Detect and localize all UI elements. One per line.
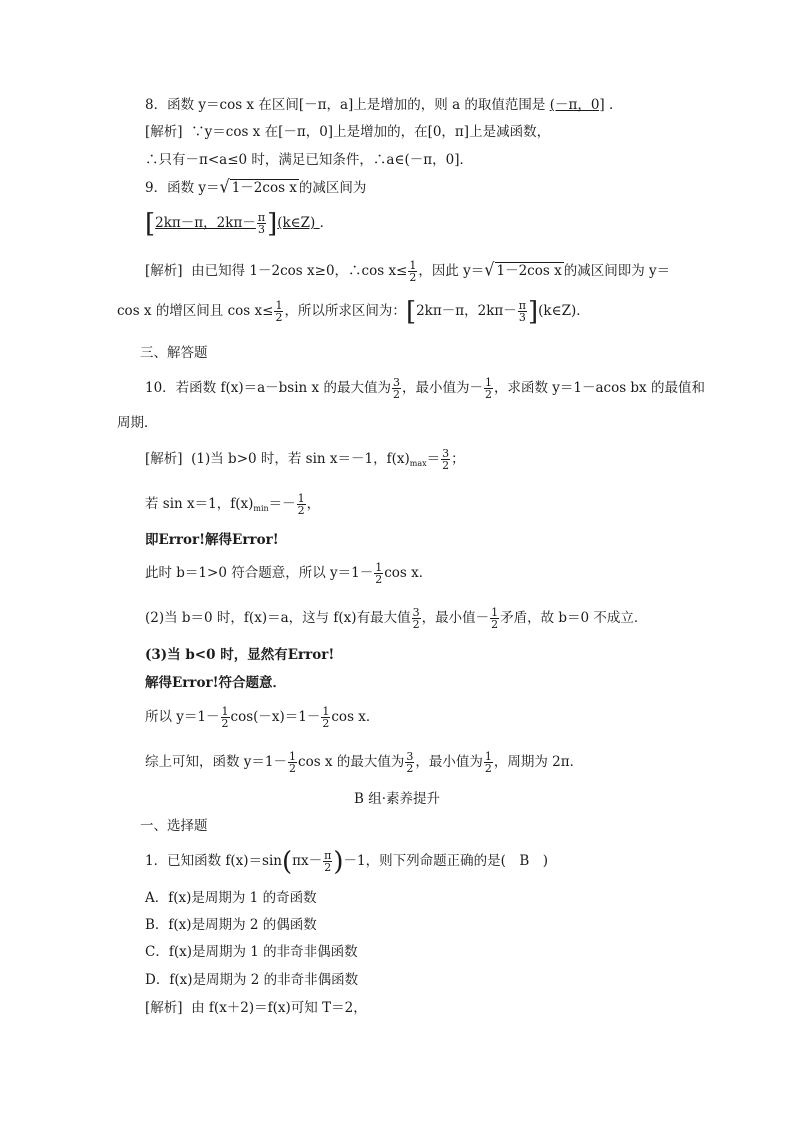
b1-stem: 1．已知函数 f(x)＝sin(πx－ $\frac{\pi}{2}$ )－1，则下列命题正确的是( B ) (145, 846, 549, 877)
q8-answer: (－π，0] (549, 97, 605, 113)
q9-analysis-1: [解析] 由已知得 1－2cos x≥0，∴cos x≤ $\frac{1}{2}$ ，因此 y＝√ 1－2cos x 的减区间即为 y＝ (145, 259, 671, 284)
q10-analysis-5: (2)当 b＝0 时，f(x)＝a，这与 f(x)有最大值 $\frac{3}{2}$ ，最小值－ $\frac{1}{2}$ 矛盾，故 b＝0 不成立． (145, 606, 648, 631)
q8-stem: 8．函数 y＝cos x 在区间[－π，a]上是增加的，则 a 的取值范围是 (－π，0] ． (145, 97, 623, 113)
group-b-title: B 组·素养提升 (353, 791, 440, 807)
q9-answer: [2kπ－π，2kπ－ $\frac{\pi}{3}$ ](k∈Z) ． (145, 208, 334, 239)
q9-stem: 9．函数 y＝√ 1－2cos x 的减区间为 (145, 176, 367, 197)
q10-analysis-3: 即Error!解得Error! (145, 532, 279, 548)
q10-stem-2: 周期． (117, 415, 158, 431)
b1-option-a: A．f(x)是周期为 1 的奇函数 (145, 890, 317, 906)
q10-analysis-8: 所以 y＝1－ $\frac{1}{2}$ cos(－x)＝1－ $\frac{1}{2}$ cos x． (145, 705, 380, 730)
q10-analysis-2: 若 sin x＝1，$f(x)_{min}=-$ $\frac{1}{2}$ ， (145, 492, 321, 517)
q10-stem: 10．若函数 f(x)＝a－bsin x 的最大值为 $\frac{3}{2}$ ，最小值为－ $\frac{1}{2}$ ，求函数 y＝1－acos bx 的最值和 (145, 376, 705, 401)
q9-analysis-2: cos x 的增区间且 cos x≤ $\frac{1}{2}$ ，所以所求区间为：[2kπ－π，2kπ－ $\frac{\pi}{3}$ ](k∈Z)． (117, 296, 590, 327)
q10-analysis-7: 解得Error!符合题意． (145, 675, 287, 691)
q10-analysis-6: (3)当 b<0 时，显然有Error! (145, 647, 335, 663)
q8-analysis-1: [解析] ∵y＝cos x 在[－π，0]上是增加的，在[0，π]上是减函数， (145, 124, 551, 140)
q8-analysis-2: ∴只有－π<a≤0 时，满足已知条件，∴a∈(－π，0]． (145, 152, 473, 168)
b1-option-d: D．f(x)是周期为 2 的非奇非偶函数 (145, 972, 359, 988)
b1-option-b: B．f(x)是周期为 2 的偶函数 (145, 917, 317, 933)
b1-option-c: C．f(x)是周期为 1 的非奇非偶函数 (145, 944, 358, 960)
q10-analysis-9: 综上可知，函数 y＝1－ $\frac{1}{2}$ cos x 的最大值为 $\frac{3}{2}$ ，最小值为 $\frac{1}{2}$ ，周期为 2π． (145, 750, 584, 775)
section-title-1: 一、选择题 (140, 818, 208, 834)
q10-analysis-4: 此时 b＝1>0 符合题意，所以 y＝1－ $\frac{1}{2}$ cos x． (145, 561, 433, 586)
b1-analysis: [解析] 由 f(x＋2)＝f(x)可知 T＝2， (145, 1000, 367, 1016)
q10-analysis-1: [解析] (1)当 b>0 时，若 sin x＝－1，$f(x)_{max}=$ $\frac{3}{2}$ ； (145, 447, 465, 472)
section-title-3: 三、解答题 (140, 345, 208, 361)
